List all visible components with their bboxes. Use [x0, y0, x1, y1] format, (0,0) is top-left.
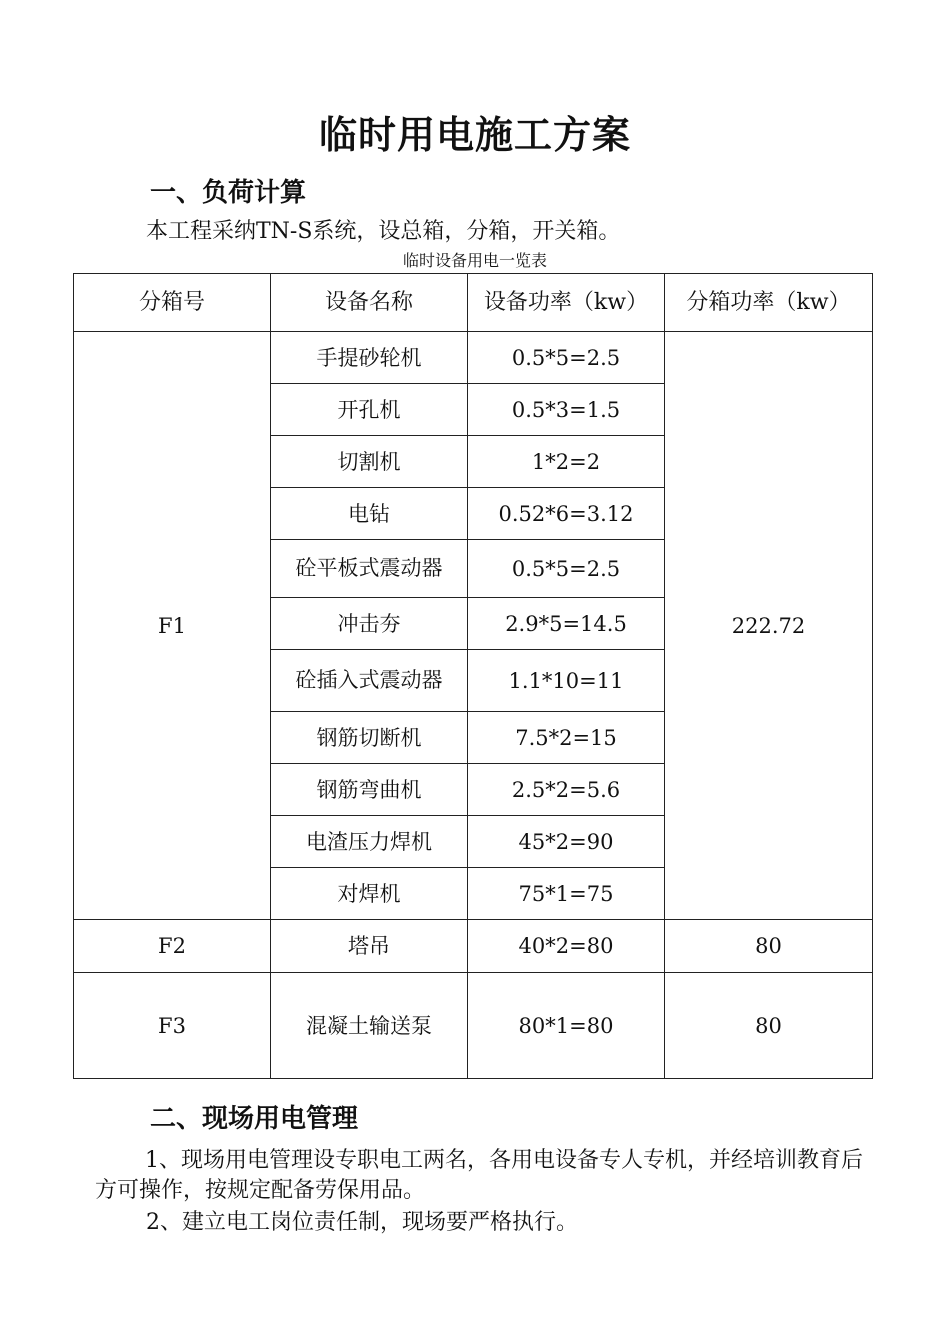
box-total-cell-f2: 80: [665, 920, 873, 973]
equipment-name-cell: 对焊机: [271, 868, 468, 920]
box-total-cell-f1: 222.72: [665, 332, 873, 920]
equipment-name-cell: 电钻: [271, 488, 468, 540]
equipment-name-cell: 混凝土输送泵: [271, 973, 468, 1079]
box-cell-f1: F1: [74, 332, 271, 920]
equipment-power-cell: 75*1=75: [468, 868, 665, 920]
header-equipment-power: 设备功率（kw）: [468, 274, 665, 332]
section2-item-1: 1、现场用电管理设专职电工两名，各用电设备专人专机，并经培训教育后方可操作，按规定配备劳保用品。: [95, 1148, 863, 1203]
table-row: [74, 920, 873, 973]
document-title: 临时用电施工方案: [318, 113, 631, 157]
equipment-name-cell: 塔吊: [271, 920, 468, 973]
equipment-power-cell: 0.5*5=2.5: [468, 540, 665, 598]
section2-item-2: 2、建立电工岗位责任制，现场要严格执行。: [146, 1210, 578, 1235]
box-cell-f2: F2: [74, 920, 271, 973]
header-equipment-name: 设备名称: [271, 274, 468, 332]
equipment-power-cell: 2.5*2=5.6: [468, 764, 665, 816]
equipment-name-cell: 砼插入式震动器: [271, 650, 468, 712]
equipment-name-cell: 电渣压力焊机: [271, 816, 468, 868]
equipment-power-cell: 2.9*5=14.5: [468, 598, 665, 650]
equipment-power-cell: 0.5*5=2.5: [468, 332, 665, 384]
section1-heading: 一、负荷计算: [150, 178, 307, 208]
equipment-power-cell: 1*2=2: [468, 436, 665, 488]
section2-heading: 二、现场用电管理: [150, 1104, 359, 1134]
table-caption: 临时设备用电一览表: [402, 251, 547, 270]
section1-intro: 本工程采纳TN-S系统，设总箱，分箱，开关箱。: [146, 219, 621, 244]
equipment-power-cell: 45*2=90: [468, 816, 665, 868]
equipment-power-cell: 0.5*3=1.5: [468, 384, 665, 436]
equipment-name-cell: 切割机: [271, 436, 468, 488]
equipment-name-cell: 手提砂轮机: [271, 332, 468, 384]
box-cell-f3: F3: [74, 973, 271, 1079]
box-total-cell-f3: 80: [665, 973, 873, 1079]
equipment-power-cell: 7.5*2=15: [468, 712, 665, 764]
equipment-name-cell: 砼平板式震动器: [271, 540, 468, 598]
header-box-no: 分箱号: [74, 274, 271, 332]
equipment-name-cell: 冲击夯: [271, 598, 468, 650]
equipment-name-cell: 钢筋弯曲机: [271, 764, 468, 816]
equipment-name-cell: 钢筋切断机: [271, 712, 468, 764]
equipment-power-cell: 80*1=80: [468, 973, 665, 1079]
equipment-power-table: [73, 273, 873, 1079]
table-row: [74, 332, 873, 384]
equipment-power-cell: 0.52*6=3.12: [468, 488, 665, 540]
equipment-power-cell: 40*2=80: [468, 920, 665, 973]
header-box-power: 分箱功率（kw）: [665, 274, 873, 332]
equipment-name-cell: 开孔机: [271, 384, 468, 436]
table-row: [74, 973, 873, 1079]
equipment-power-cell: 1.1*10=11: [468, 650, 665, 712]
table-header-row: [74, 274, 873, 332]
